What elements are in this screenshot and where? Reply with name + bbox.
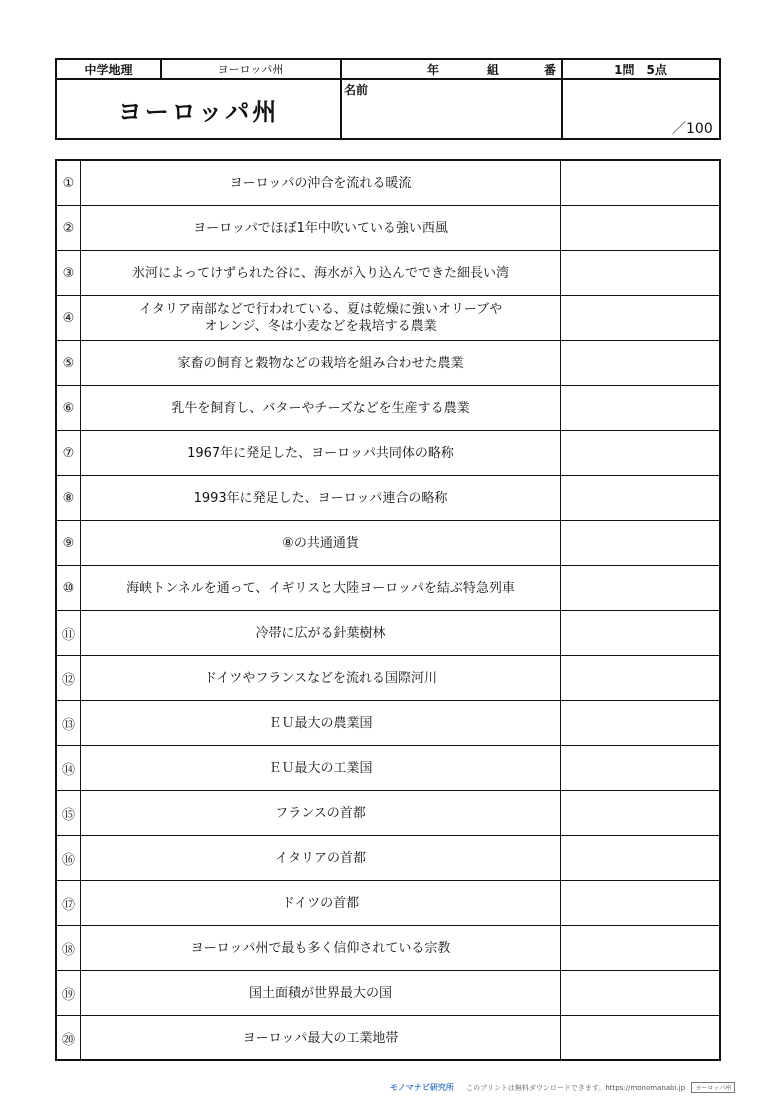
answer-field[interactable] bbox=[561, 701, 719, 745]
question-row bbox=[57, 1016, 719, 1061]
question-text: ヨーロッパ州で最も多く信仰されている宗教 bbox=[81, 926, 561, 970]
question-number: ⑫ bbox=[57, 656, 81, 700]
subject-label: 中学地理 bbox=[84, 62, 133, 77]
answer-field[interactable] bbox=[561, 971, 719, 1015]
question-row bbox=[57, 386, 719, 431]
question-number: ① bbox=[57, 161, 81, 205]
header-divider bbox=[340, 60, 342, 138]
answer-field[interactable] bbox=[561, 836, 719, 880]
footer-tag: ヨーロッパ州 bbox=[691, 1082, 735, 1093]
question-row bbox=[57, 881, 719, 926]
question-row bbox=[57, 341, 719, 386]
question-text: ＥＵ最大の農業国 bbox=[81, 701, 561, 745]
question-row bbox=[57, 251, 719, 296]
question-row bbox=[57, 206, 719, 251]
unit-label: ヨーロッパ州 bbox=[217, 63, 284, 76]
year-label: 年 bbox=[427, 63, 440, 77]
answer-field[interactable] bbox=[561, 161, 719, 205]
question-row bbox=[57, 926, 719, 971]
question-text: ⑧の共通通貨 bbox=[81, 521, 561, 565]
question-text: イタリアの首都 bbox=[81, 836, 561, 880]
question-text: ヨーロッパ最大の工業地帯 bbox=[81, 1016, 561, 1061]
answer-field[interactable] bbox=[561, 296, 719, 340]
answer-field[interactable] bbox=[561, 1016, 719, 1061]
question-number: ⑳ bbox=[57, 1016, 81, 1061]
class-label: 組 bbox=[487, 63, 500, 77]
question-row bbox=[57, 566, 719, 611]
question-row bbox=[57, 476, 719, 521]
question-number: ⑬ bbox=[57, 701, 81, 745]
question-text: 冷帯に広がる針葉樹林 bbox=[81, 611, 561, 655]
answer-field[interactable] bbox=[561, 476, 719, 520]
answer-field[interactable] bbox=[561, 791, 719, 835]
question-row bbox=[57, 836, 719, 881]
question-number: ⑭ bbox=[57, 746, 81, 790]
header-table bbox=[55, 58, 721, 140]
question-row bbox=[57, 791, 719, 836]
question-row bbox=[57, 611, 719, 656]
question-number: ⑩ bbox=[57, 566, 81, 610]
number-label: 番 bbox=[544, 63, 557, 77]
question-number: ⑪ bbox=[57, 611, 81, 655]
question-row bbox=[57, 971, 719, 1016]
answer-field[interactable] bbox=[561, 431, 719, 475]
question-number: ③ bbox=[57, 251, 81, 295]
answer-field[interactable] bbox=[561, 521, 719, 565]
question-row bbox=[57, 431, 719, 476]
question-row bbox=[57, 161, 719, 206]
question-text: 乳牛を飼育し、バターやチーズなどを生産する農業 bbox=[81, 386, 561, 430]
question-row bbox=[57, 746, 719, 791]
points-label: 1問 5点 bbox=[614, 62, 667, 77]
question-text: 国土面積が世界最大の国 bbox=[81, 971, 561, 1015]
page-title: ヨーロッパ州 bbox=[117, 97, 280, 126]
answer-field[interactable] bbox=[561, 746, 719, 790]
answer-field[interactable] bbox=[561, 341, 719, 385]
question-text: ドイツの首都 bbox=[81, 881, 561, 925]
question-text: ヨーロッパでほぼ1年中吹いている強い西風 bbox=[81, 206, 561, 250]
question-number: ⑮ bbox=[57, 791, 81, 835]
question-number: ⑰ bbox=[57, 881, 81, 925]
answer-field[interactable] bbox=[561, 566, 719, 610]
question-number: ⑨ bbox=[57, 521, 81, 565]
question-text: ドイツやフランスなどを流れる国際河川 bbox=[81, 656, 561, 700]
question-number: ⑥ bbox=[57, 386, 81, 430]
question-text: フランスの首都 bbox=[81, 791, 561, 835]
answer-field[interactable] bbox=[561, 926, 719, 970]
question-number: ④ bbox=[57, 296, 81, 340]
question-row bbox=[57, 701, 719, 746]
question-text: 氷河によってけずられた谷に、海水が入り込んでできた細長い湾 bbox=[81, 251, 561, 295]
question-text: 1993年に発足した、ヨーロッパ連合の略称 bbox=[81, 476, 561, 520]
question-number: ⑤ bbox=[57, 341, 81, 385]
question-row bbox=[57, 296, 719, 341]
question-number: ② bbox=[57, 206, 81, 250]
question-table bbox=[55, 159, 721, 1061]
name-label: 名前 bbox=[344, 83, 369, 97]
answer-field[interactable] bbox=[561, 251, 719, 295]
question-number: ⑦ bbox=[57, 431, 81, 475]
question-number: ⑯ bbox=[57, 836, 81, 880]
question-text: 1967年に発足した、ヨーロッパ共同体の略称 bbox=[81, 431, 561, 475]
question-text: 海峡トンネルを通って、イギリスと大陸ヨーロッパを結ぶ特急列車 bbox=[81, 566, 561, 610]
answer-field[interactable] bbox=[561, 881, 719, 925]
answer-field[interactable] bbox=[561, 611, 719, 655]
answer-field[interactable] bbox=[561, 206, 719, 250]
question-row bbox=[57, 656, 719, 701]
footer bbox=[390, 1082, 735, 1093]
total-score-label: ／100 bbox=[672, 121, 713, 137]
question-number: ⑲ bbox=[57, 971, 81, 1015]
question-text: ヨーロッパの沖合を流れる暖流 bbox=[81, 161, 561, 205]
question-text: イタリア南部などで行われている、夏は乾燥に強いオリーブや オレンジ、冬は小麦などを栽培する農業 bbox=[81, 296, 561, 340]
brand-logo-text: モノマナビ研究所 bbox=[390, 1083, 454, 1092]
name-field[interactable] bbox=[344, 80, 560, 138]
question-text: ＥＵ最大の工業国 bbox=[81, 746, 561, 790]
answer-field[interactable] bbox=[561, 386, 719, 430]
question-text: 家畜の飼育と穀物などの栽培を組み合わせた農業 bbox=[81, 341, 561, 385]
question-number: ⑧ bbox=[57, 476, 81, 520]
question-row bbox=[57, 521, 719, 566]
question-number: ⑱ bbox=[57, 926, 81, 970]
answer-field[interactable] bbox=[561, 656, 719, 700]
footer-note: このプリントは無料ダウンロードできます。https://monomanabi.jp bbox=[466, 1084, 686, 1092]
